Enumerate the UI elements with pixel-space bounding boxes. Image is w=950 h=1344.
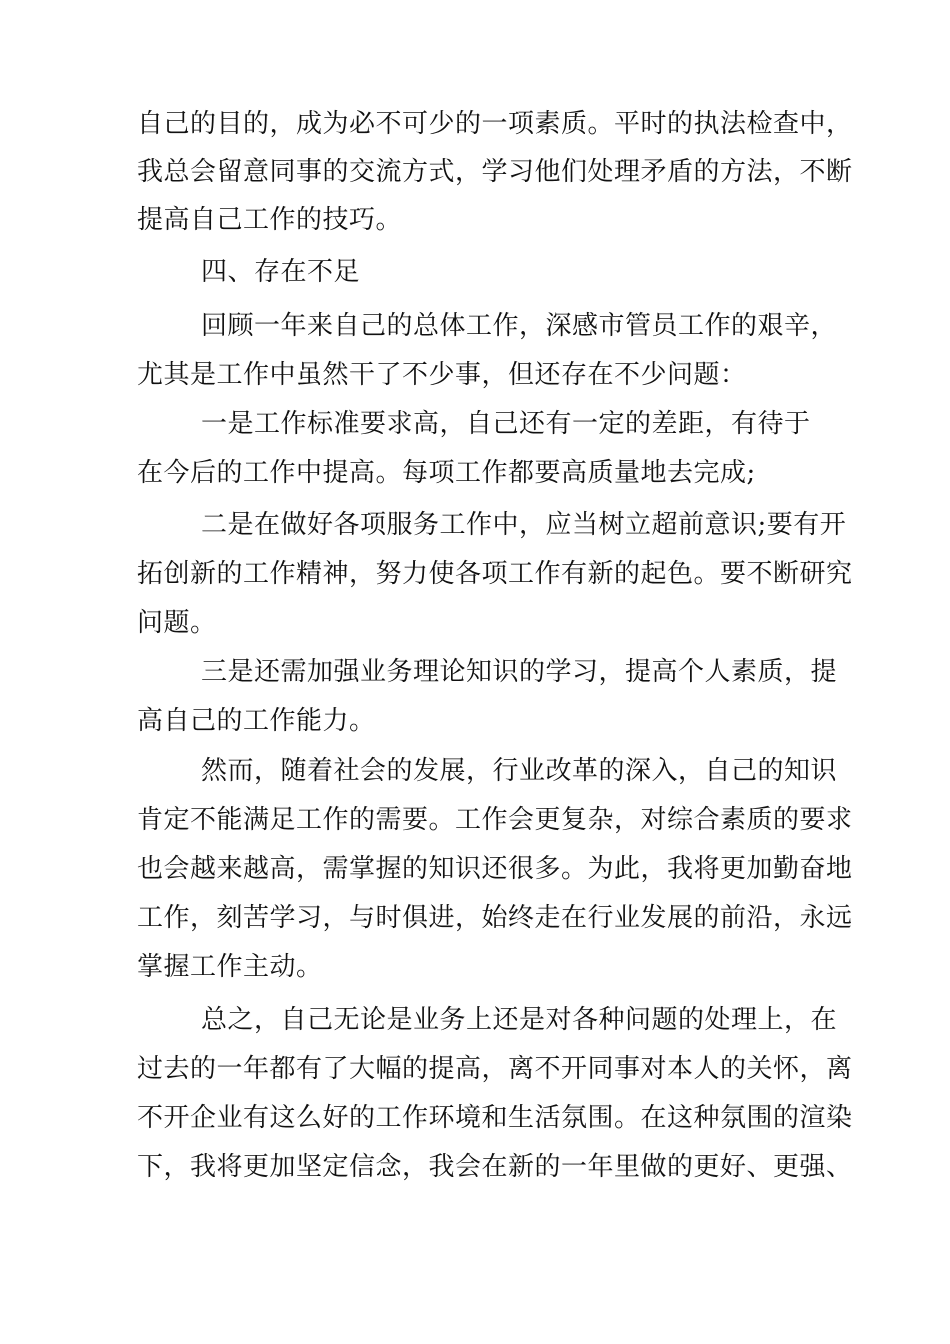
text-line: 自己的目的，成为必不可少的一项素质。平时的执法检查中，	[137, 109, 853, 139]
text-line: 二是在做好各项服务工作中，应当树立超前意识;要有开	[201, 510, 847, 540]
text-line: 掌握工作主动。	[137, 952, 323, 982]
text-line: 不开企业有这么好的工作环境和生活氛围。在这种氛围的渲染	[137, 1103, 853, 1133]
text-line: 也会越来越高，需掌握的知识还很多。为此，我将更加勤奋地	[137, 854, 853, 884]
text-line: 提高自己工作的技巧。	[137, 205, 403, 235]
text-line: 拓创新的工作精神，努力使各项工作有新的起色。要不断研究	[137, 559, 853, 589]
text-line: 高自己的工作能力。	[137, 706, 376, 736]
text-line: 过去的一年都有了大幅的提高，离不开同事对本人的关怀，离	[137, 1054, 853, 1084]
text-line: 我总会留意同事的交流方式，学习他们处理矛盾的方法，不断	[137, 157, 853, 187]
text-line: 下，我将更加坚定信念，我会在新的一年里做的更好、更强、	[137, 1152, 853, 1182]
text-line: 肯定不能满足工作的需要。工作会更复杂，对综合素质的要求	[137, 805, 853, 835]
text-line: 三是还需加强业务理论知识的学习，提高个人素质，提	[201, 657, 838, 687]
text-line: 工作，刻苦学习，与时俱进，始终走在行业发展的前沿，永远	[137, 903, 853, 933]
text-line: 在今后的工作中提高。每项工作都要高质量地去完成;	[137, 458, 756, 488]
text-line: 然而，随着社会的发展，行业改革的深入，自己的知识	[201, 756, 838, 786]
text-line: 一是工作标准要求高，自己还有一定的差距，有待于	[201, 409, 811, 439]
section-heading: 四、存在不足	[201, 257, 361, 287]
text-line: 问题。	[137, 608, 217, 638]
text-line: 总之，自己无论是业务上还是对各种问题的处理上，在	[201, 1005, 838, 1035]
text-line: 回顾一年来自己的总体工作，深感市管员工作的艰辛，	[201, 311, 838, 341]
text-line: 尤其是工作中虽然干了不少事，但还存在不少问题：	[137, 360, 747, 390]
